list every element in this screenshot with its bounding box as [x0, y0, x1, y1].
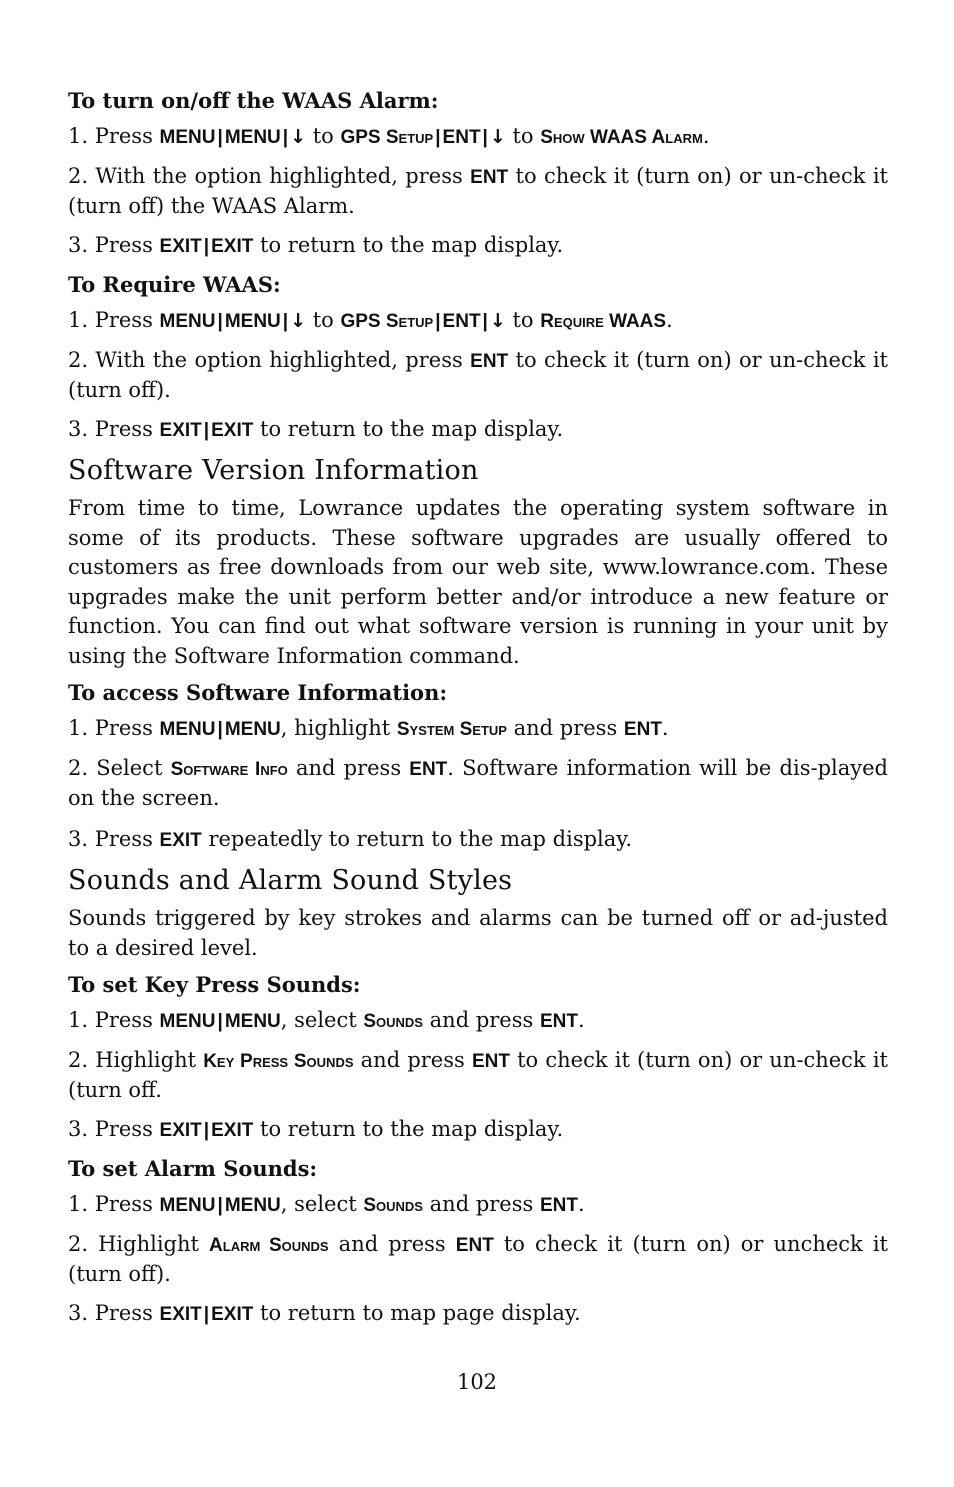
waas-alarm-step-1: 1. Press MENU | MENU | ↓ to GPS Setup | ENT | ↓ to Show WAAS Alarm.	[68, 124, 710, 148]
separator: |	[217, 311, 223, 332]
menu-gps-setup: GPS Setup	[340, 127, 434, 148]
key-exit: EXIT	[159, 1303, 202, 1325]
down-arrow-icon: ↓	[290, 310, 307, 332]
key-ent: ENT	[539, 1011, 578, 1032]
key-exit: EXIT	[211, 235, 254, 257]
separator: |	[217, 127, 223, 148]
down-arrow-icon: ↓	[489, 310, 506, 332]
key-menu: MENU	[224, 719, 281, 740]
menu-sounds: Sounds	[363, 1011, 423, 1032]
menu-key-press-sounds: Key Press Sounds	[203, 1050, 354, 1072]
menu-gps-setup: GPS Setup	[340, 311, 434, 332]
key-ent: ENT	[623, 719, 662, 740]
key-menu: MENU	[159, 1195, 216, 1216]
key-menu: MENU	[159, 311, 216, 332]
alarm-sounds-step-2: 2. Highlight Alarm Sounds and press ENT to check it (turn on) or uncheck it (turn off).	[68, 1231, 889, 1286]
separator: |	[203, 1119, 210, 1141]
software-step-1: 1. Press MENU | MENU, highlight System Setup and press ENT.	[68, 716, 669, 740]
key-exit: EXIT	[211, 1119, 254, 1141]
key-ent: ENT	[470, 350, 509, 372]
software-version-title: Software Version Information	[68, 455, 479, 486]
key-menu: MENU	[159, 127, 216, 148]
key-ent: ENT	[470, 166, 509, 188]
sounds-title: Sounds and Alarm Sound Styles	[68, 865, 513, 896]
separator: |	[435, 311, 441, 332]
key-exit: EXIT	[159, 419, 202, 441]
separator: |	[203, 419, 210, 441]
software-step-2: 2. Select Software Info and press ENT. Software information will be dis-played on the screen.	[68, 755, 888, 810]
key-menu: MENU	[224, 127, 281, 148]
page-number: 102	[456, 1370, 498, 1394]
require-waas-heading: To Require WAAS:	[68, 272, 281, 297]
separator: |	[435, 127, 441, 148]
key-menu: MENU	[224, 311, 281, 332]
key-menu: MENU	[159, 1011, 216, 1032]
separator: |	[282, 311, 289, 332]
key-exit: EXIT	[159, 1119, 202, 1141]
key-sounds-step-2: 2. Highlight Key Press Sounds and press ENT to check it (turn on) or un-check it (turn off.	[68, 1047, 888, 1102]
manual-page	[68, 86, 888, 1338]
separator: |	[217, 1195, 223, 1216]
software-access-heading: To access Software Information:	[68, 680, 448, 705]
key-sounds-step-3: 3. Press EXIT | EXIT to return to the map display.	[68, 1116, 564, 1141]
menu-require-waas: Require WAAS	[540, 311, 667, 332]
software-step-3: 3. Press EXIT repeatedly to return to the map display.	[68, 826, 633, 851]
separator: |	[482, 311, 488, 332]
menu-sounds: Sounds	[363, 1195, 423, 1216]
key-exit: EXIT	[211, 1303, 254, 1325]
key-exit: EXIT	[211, 419, 254, 441]
waas-alarm-heading: To turn on/off the WAAS Alarm:	[68, 88, 439, 113]
separator: |	[282, 127, 289, 148]
require-waas-step-2: 2. With the option highlighted, press ENT to check it (turn on) or un-check it (turn off).	[68, 347, 889, 402]
separator: |	[482, 127, 488, 148]
menu-show-waas-alarm: Show WAAS Alarm	[540, 127, 703, 148]
key-press-sounds-heading: To set Key Press Sounds:	[68, 972, 361, 997]
key-sounds-step-1: 1. Press MENU | MENU, select Sounds and press ENT.	[68, 1008, 585, 1032]
menu-software-info: Software Info	[170, 758, 288, 780]
key-menu: MENU	[159, 719, 216, 740]
key-ent: ENT	[471, 1050, 510, 1072]
alarm-sounds-step-1: 1. Press MENU | MENU, select Sounds and press ENT.	[68, 1192, 585, 1216]
key-ent: ENT	[442, 311, 481, 332]
key-ent: ENT	[442, 127, 481, 148]
sounds-body: Sounds triggered by key strokes and alarms can be turned off or ad-justed to a desired level.	[68, 906, 888, 960]
waas-alarm-step-3: 3. Press EXIT | EXIT to return to the map display.	[68, 232, 564, 257]
down-arrow-icon: ↓	[290, 126, 307, 148]
separator: |	[217, 719, 223, 740]
key-ent: ENT	[539, 1195, 578, 1216]
software-body: From time to time, Lowrance updates the operating system software in some of its products. These software upgrades are usually offered to customers as free downloads from our web site, www.lowrance.com. These upgrades make the unit perform better and/or introduce a new feature or function. You can find out what software version is running in your unit by using the Software Information command.	[68, 496, 888, 668]
separator: |	[203, 1303, 210, 1325]
separator: |	[217, 1011, 223, 1032]
waas-alarm-step-2: 2. With the option highlighted, press ENT to check it (turn on) or un-check it (turn off) the WAAS Alarm.	[68, 163, 889, 218]
alarm-sounds-step-3: 3. Press EXIT | EXIT to return to map page display.	[68, 1300, 581, 1325]
alarm-sounds-heading: To set Alarm Sounds:	[68, 1156, 318, 1181]
key-ent: ENT	[409, 758, 448, 780]
require-waas-step-1: 1. Press MENU | MENU | ↓ to GPS Setup | ENT | ↓ to Require WAAS.	[68, 308, 673, 332]
key-ent: ENT	[455, 1234, 494, 1256]
key-exit: EXIT	[159, 829, 202, 851]
menu-alarm-sounds: Alarm Sounds	[209, 1234, 329, 1256]
key-exit: EXIT	[159, 235, 202, 257]
down-arrow-icon: ↓	[489, 126, 506, 148]
key-menu: MENU	[224, 1195, 281, 1216]
menu-system-setup: System Setup	[396, 719, 507, 740]
separator: |	[203, 235, 210, 257]
key-menu: MENU	[224, 1011, 281, 1032]
require-waas-step-3: 3. Press EXIT | EXIT to return to the map display.	[68, 416, 564, 441]
